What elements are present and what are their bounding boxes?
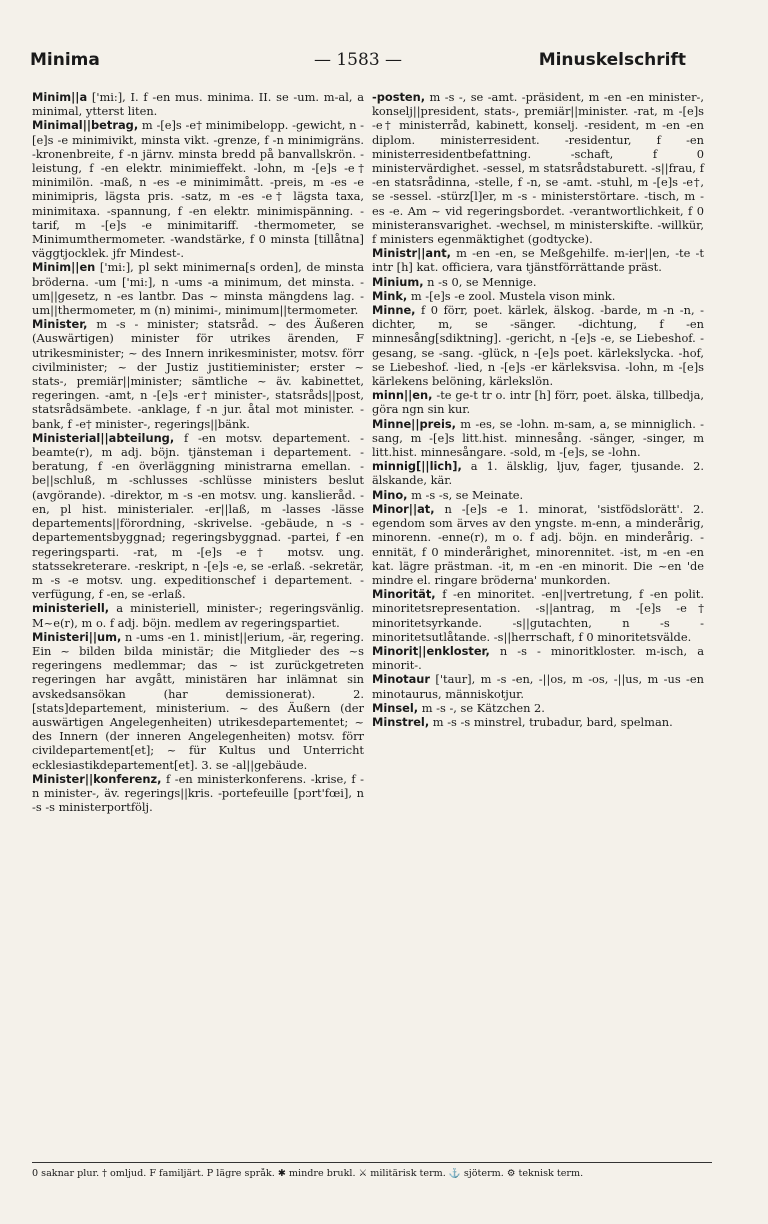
- headword: Minstrel,: [372, 714, 430, 729]
- headword: -posten,: [372, 90, 426, 104]
- headword: Minne,: [372, 303, 416, 318]
- headword: Minimal||betrag,: [32, 118, 139, 133]
- headword: Minorität,: [372, 587, 436, 602]
- entry-paragraph: Ministr||ant, m -en -en, se Meßgehilfe. m-ier||en, -te -t intr [h] kat. officiera, vara tjänstförrättande präst.: [372, 246, 704, 275]
- entry-paragraph: Minorität, f -en minoritet. -en||vertretung, f -en polit. minoritetsrepresentation. -s||antrag, m -[e]s -e† minoritetsyrkande. -s||gutachten, n -s - minoritetsutlåtande. -s||herrschaft, f 0 minoritetsvälde.: [372, 587, 704, 644]
- headword: Minne||preis,: [372, 416, 457, 431]
- abbreviation-legend: 0 saknar plur. † omljud. F familjärt. P lägre språk. ✱ mindre brukl. ⚔ militärisk term. ⚓ sjöterm. ⚙ teknisk term.: [32, 1168, 584, 1179]
- headword: minn||en,: [372, 388, 433, 403]
- headword: Ministerial||abteilung,: [32, 430, 175, 445]
- entry-paragraph: Minim||en ['mi:], pl sekt minimerna[s orden], de minsta bröderna. -um ['mi:], n -ums -a minimum, det minsta. -um||gesetz, n -es lantbr. Das ~ minsta mängdens lag. -um||thermometer, m (n) minimi-, minimum||termometer.: [32, 260, 364, 318]
- entry-paragraph: Ministeri||um, n -ums -en 1. minist||erium, -är, regering. Ein ~ bilden bilda ministär; die Mitglieder des ~s regeringens medlemmar; das ~ ist zurückgetreten regeringen har avgått, ministären har inlämnat sin avskedsansökan (har demissionerat). 2. [stats]departement, ministerium. ~ des Äußern (der auswärtigen Angelegenheiten) utrikesdepartementet; ~ des Innern (der inneren Angelegenheiten) motsv. förr civildepartement[et]; ~ für Kultus und Unterricht ecklesiastikdepartement[et]. 3. se -al||gebäude.: [32, 629, 364, 772]
- entry-paragraph: minnig[||lich], a 1. älsklig, ljuv, fager, tjusande. 2. älskande, kär.: [372, 459, 704, 488]
- entry-paragraph: Minimal||betrag, m -[e]s -e† minimibelopp. -gewicht, n -[e]s -e minimivikt, minsta vikt. -grenze, f -n minimigräns. -kronenbreite, f -n järnv. minsta bredd på banvallskrön. -leistung, f -en elektr. minimieffekt. -lohn, m -[e]s -e† minimilön. -maß, n -es -e minimimått. -preis, m -es -e minimipris, lägsta pris. -satz, m -es -e† lägsta taxa, minimitaxa. -spannung, f -en elektr. minimispänning. -tarif, m -[e]s -e minimitariff. -thermometer, se Minimumthermometer. -wandstärke, f 0 minsta [tillåtna] väggtjocklek. jfr Mindest-.: [32, 118, 364, 261]
- headword: ministeriell,: [32, 601, 110, 616]
- entry-paragraph: Minorit||enkloster, n -s - minoritkloster. m-isch, a minorit-.: [372, 643, 704, 673]
- entry-paragraph: ministeriell, a ministeriell, minister-; regeringsvänlig. M~e(r), m o. f adj. böjn. medlem av regeringspartiet.: [32, 601, 364, 630]
- page-header: [30, 50, 686, 76]
- headword: Minim||a: [32, 90, 88, 104]
- entry-paragraph: -posten, m -s -, se -amt. -präsident, m -en -en minister-, konselj||president, stats-, premiär||minister. -rat, m -[e]s -e† ministerråd, kabinett, konselj. -resident, m -en -en diplom. ministerresident. -residentur, f -en ministerresidentbefattning. -schaft, f 0 ministervärdighet. -sessel, m statsrådstaburett. -s||frau, f -en statsrådinna, -stelle, f -n, se -amt. -stuhl, m -[e]s -e†, se -sessel. -stürz[l]er, m -s - ministerstörtare. -tisch, m -es -e. Am ~ vid regeringsbordet. -verantwortlichkeit, f 0 ministeransvarighet. -wechsel, m ministerskifte. -willkür, f ministers egenmäktighet (godtycke).: [372, 90, 704, 247]
- headword: minnig[||lich],: [372, 459, 462, 474]
- entry-paragraph: Mink, m -[e]s -e zool. Mustela vison mink.: [372, 288, 616, 303]
- entry-paragraph: Minsel, m -s -, se Kätzchen 2.: [372, 700, 545, 715]
- entry-paragraph: Minister||konferenz, f -en ministerkonferens. -krise, f -n minister-, äv. regerings||kris. -portefeuille [pɔrt'fœi], n -s -s ministerportfölj.: [32, 771, 364, 815]
- headword: Mino,: [372, 487, 408, 502]
- entry-paragraph: Minotaur ['taur], m -s -en, -||os, m -os, -||us, m -us -en minotaurus, människotjur.: [372, 672, 704, 701]
- entry-paragraph: Minister, m -s - minister; statsråd. ~ des Äußeren (Auswärtigen) minister för utrikes ärenden, F utrikesminister; ~ des Innern inrikesminister, motsv. förr civilminister; ~ der Justiz justitieminister; erster ~ stats-, premiär||minister; sämtliche ~ äv. kabinettet, regeringen. -amt, n -[e]s -er† minister-, statsråds||post, statsrådsämbete. -anklage, f -n jur. åtal mot minister. -bank, f -e† minister-, regerings||bänk.: [32, 317, 364, 431]
- left-column: [32, 90, 364, 814]
- headword: Minorit||enkloster,: [372, 643, 490, 658]
- entry-paragraph: minn||en, -te ge-t tr o. intr [h] förr, poet. älska, tillbedja, göra ngn sin kur.: [372, 388, 704, 417]
- headword: Minium,: [372, 274, 424, 289]
- headword: Minsel,: [372, 700, 419, 715]
- right-column: [372, 90, 704, 729]
- headword: Mink,: [372, 288, 408, 303]
- headword: Ministr||ant,: [372, 246, 451, 261]
- entry-paragraph: Minne||preis, m -es, se -lohn. m-sam, a, se minniglich. -sang, m -[e]s litt.hist. minnesång. -sänger, -singer, m litt.hist. minnesångare. -sold, m -[e]s, se -lohn.: [372, 416, 704, 460]
- entry-paragraph: Minium, n -s 0, se Mennige.: [372, 274, 537, 289]
- headword: Minotaur: [372, 672, 431, 687]
- headword: Minor||at,: [372, 501, 435, 516]
- footer-rule: [32, 1162, 712, 1163]
- entry-paragraph: Minim||a ['mi:], I. f -en mus. minima. II. se -um. m-al, a minimal, ytterst liten.: [32, 90, 364, 119]
- entry-paragraph: Minor||at, n -[e]s -e 1. minorat, 'sistfödslorätt'. 2. egendom som ärves av den yngste. m-enn, a minderårig, minorenn. -enne(r), m o. f adj. böjn. en minderårig. -ennität, f 0 minderårighet, minorennitet. -ist, m -en -en kat. lägre prästman. -it, m -en -en minorit. Die ~en 'de mindre el. ringare bröderna' munkorden.: [372, 501, 704, 587]
- page-number: — 1583 —: [313, 50, 403, 70]
- entry-paragraph: Mino, m -s -s, se Meinate.: [372, 487, 524, 502]
- headword: Minister||konferenz,: [32, 771, 162, 786]
- entry-paragraph: Ministerial||abteilung, f -en motsv. departement. -beamte(r), m adj. böjn. tjänsteman i departement. -beratung, f -en överläggning ministrarna emellan. -be||schluß, m -schlusses -schlüsse ministers beslut (avgörande). -direktor, m -s -en motsv. ung. kanslieråd. -en, pl hist. ministerialer. -er||laß, m -lasses -lässe departements||förordning, -skrivelse. -gebäude, n -s - departementsbyggnad; regeringsbyggnad. -partei, f -en regeringsparti. -rat, m -[e]s -e† motsv. ung. statssekreterare. -reskript, n -[e]s -e, se -erlaß. -sekretär, m -s -e motsv. ung. expeditionschef i departement. -verfügung, f -en, se -erlaß.: [32, 430, 364, 602]
- entry-paragraph: Minstrel, m -s -s minstrel, trubadur, bard, spelman.: [372, 714, 673, 729]
- header-first-word: Minima: [30, 50, 100, 70]
- headword: Minim||en: [32, 260, 96, 275]
- headword: Minister,: [32, 317, 88, 332]
- header-last-word: Minuskelschrift: [538, 50, 686, 70]
- headword: Ministeri||um,: [32, 629, 122, 644]
- entry-paragraph: Minne, f 0 förr, poet. kärlek, älskog. -barde, m -n -n, -dichter, m, se -sänger. -dichtung, f -en minnesång[sdiktning]. -gericht, n -[e]s -e, se Liebeshof. -gesang, se -sang. -glück, n -[e]s poet. kärlekslycka. -hof, se Liebeshof. -lied, n -[e]s -er kärleksvisa. -lohn, m -[e]s kärlekens belöning, kärlekslön.: [372, 303, 704, 389]
